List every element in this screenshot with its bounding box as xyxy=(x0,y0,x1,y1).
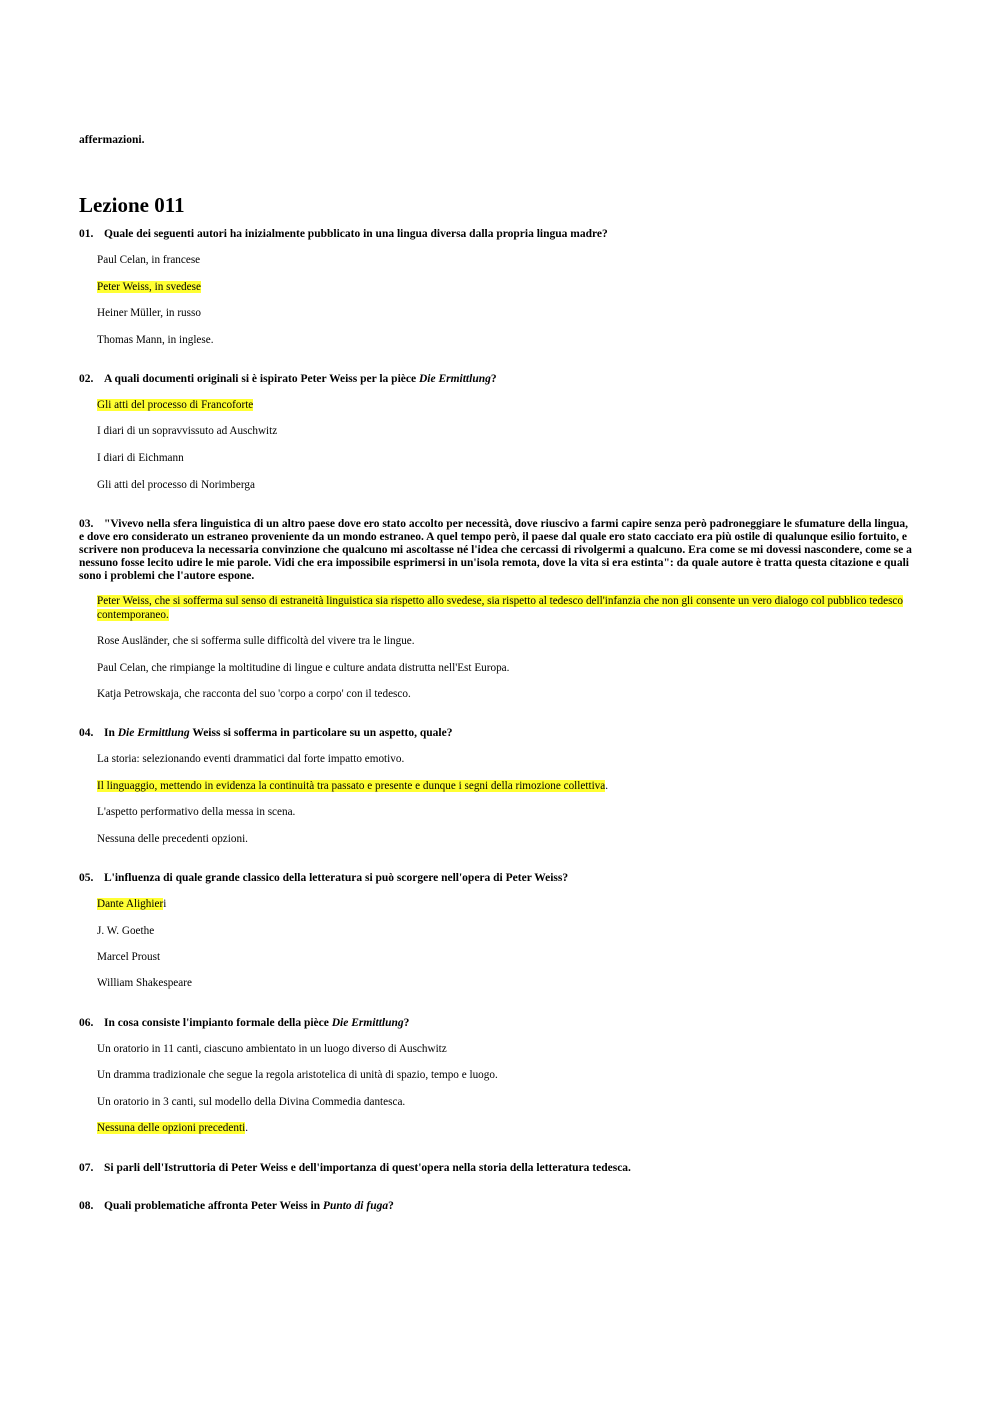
question-text: Si parli dell'Istruttoria di Peter Weiss e dell'importanza di quest'opera nella storia della letteratura tedesca. xyxy=(104,1162,631,1174)
answer-option: Katja Petrowskaja, che racconta del suo 'corpo a corpo' con il tedesco. xyxy=(97,688,411,700)
answer-option-correct xyxy=(97,398,253,412)
answer-option: I diari di un sopravvissuto ad Auschwitz xyxy=(97,425,278,437)
answer-option: Marcel Proust xyxy=(97,951,161,963)
answer-option-correct: Dante Alighieri xyxy=(97,898,167,910)
question-01: 01. Quale dei seguenti autori ha inizialmente pubblicato in una lingua diversa dalla propria lingua madre? xyxy=(79,228,608,240)
question-07: 07. Si parli dell'Istruttoria di Peter Weiss e dell'importanza di quest'opera nella storia della letteratura tedesca. xyxy=(79,1162,631,1174)
highlighted-answer: Gli atti del processo di Francoforte xyxy=(97,399,254,411)
answer-option: Gli atti del processo di Norimberga xyxy=(97,479,255,491)
question-text: "Vivevo nella sfera linguistica di un altro paese dove ero stato accolto per necessità, dove riuscivo a farmi capire senza però padroneggiare le sfumature della lingua, e dove ero considerato un estraneo proveniente da un mondo estraneo. A quel tempo però, il paese dal quale ero stato cacciato era più ostile di qualunque esilio fortuito, e scrivere non produceva la necessaria convinzione che qualcuno mi ascoltasse né l'idea che cercassi di rivolgermi a qualcuno. Era come se mi dovessi nascondere, come se a nessuno fosse lecito udire le mie parole. Vidi che era impossibile esprimersi in un'isola remota, dove la vita si era estinta": da quale autore è tratta questa citazione e quali sono i problemi che l'autore espone. xyxy=(79,518,912,582)
carry-over-text: affermazioni. xyxy=(79,134,145,146)
answer-option: William Shakespeare xyxy=(97,977,192,989)
question-05: 05. L'influenza di quale grande classico della letteratura si può scorgere nell'opera di Peter Weiss? xyxy=(79,872,569,884)
question-text: Quale dei seguenti autori ha inizialmente pubblicato in una lingua diversa dalla propria lingua madre? xyxy=(104,228,608,240)
question-02: 02. A quali documenti originali si è ispirato Peter Weiss per la pièce Die Ermittlung? xyxy=(79,373,497,385)
answer-option: Heiner Müller, in russo xyxy=(97,307,201,319)
answer-option: Paul Celan, in francese xyxy=(97,254,201,266)
answer-option: J. W. Goethe xyxy=(97,925,155,937)
highlighted-answer: Nessuna delle opzioni precedenti xyxy=(97,1122,246,1134)
question-03: 03. "Vivevo nella sfera linguistica di un altro paese dove ero stato accolto per necessità, dove riuscivo a farmi capire senza però padroneggiare le sfumature della lingua, e dove ero considerato un estraneo proveniente da un mondo estraneo. A quel tempo però, il paese dal quale ero stato cacciato era più ostile di qualunque esilio fortuito, e scrivere non produceva la necessaria convinzione che qualcuno mi ascoltasse né l'idea che cercassi di rivolgermi a qualcuno. Era come se mi dovessi nascondere, come se a nessuno fosse lecito udire le mie parole. Vidi che era impossibile esprimersi in un'isola remota, dove la vita si era estinta": da quale autore è tratta questa citazione e quali sono i problemi che l'autore espone. xyxy=(79,518,912,582)
answer-option-correct xyxy=(97,594,917,622)
lesson-title: Lezione 011 xyxy=(79,193,185,217)
question-text: L'influenza di quale grande classico della letteratura si può scorgere nell'opera di Peter Weiss? xyxy=(104,872,569,884)
question-04: 04. In Die Ermittlung Weiss si sofferma in particolare su un aspetto, quale? xyxy=(79,727,453,739)
highlighted-answer: Peter Weiss, in svedese xyxy=(97,281,201,293)
question-08: 08. Quali problematiche affronta Peter Weiss in Punto di fuga? xyxy=(79,1200,394,1212)
highlighted-answer: Dante Alighier xyxy=(97,898,164,910)
answer-option: Nessuna delle precedenti opzioni. xyxy=(97,833,248,845)
answer-option: I diari di Eichmann xyxy=(97,452,184,464)
highlighted-answer: Peter Weiss, che si sofferma sul senso di estraneità linguistica sia rispetto allo svedese, sia rispetto al tedesco dell'infanzia che non gli consente un vero dialogo col pubblico tedesco contemporaneo. xyxy=(97,595,903,621)
answer-option: Rose Ausländer, che si sofferma sulle difficoltà del vivere tra le lingue. xyxy=(97,635,415,647)
answer-option: La storia: selezionando eventi drammatici dal forte impatto emotivo. xyxy=(97,753,405,765)
answer-option: Thomas Mann, in inglese. xyxy=(97,334,214,346)
question-06: 06. In cosa consiste l'impianto formale della pièce Die Ermittlung? xyxy=(79,1017,410,1029)
answer-option-correct: Nessuna delle opzioni precedenti. xyxy=(97,1122,248,1134)
answer-option-correct: Il linguaggio, mettendo in evidenza la continuità tra passato e presente e dunque i segni della rimozione collettiva. xyxy=(97,780,609,792)
answer-option-correct xyxy=(97,280,201,294)
answer-option: Un oratorio in 11 canti, ciascuno ambientato in un luogo diverso di Auschwitz xyxy=(97,1043,447,1055)
answer-option: Un oratorio in 3 canti, sul modello della Divina Commedia dantesca. xyxy=(97,1096,406,1108)
answer-option: Un dramma tradizionale che segue la regola aristotelica di unità di spazio, tempo e luogo. xyxy=(97,1069,498,1081)
answer-option: Paul Celan, che rimpiange la moltitudine di lingue e culture andata distrutta nell'Est Europa. xyxy=(97,662,510,674)
highlighted-answer: Il linguaggio, mettendo in evidenza la continuità tra passato e presente e dunque i segni della rimozione collettiva xyxy=(97,780,606,792)
answer-option: L'aspetto performativo della messa in scena. xyxy=(97,806,296,818)
